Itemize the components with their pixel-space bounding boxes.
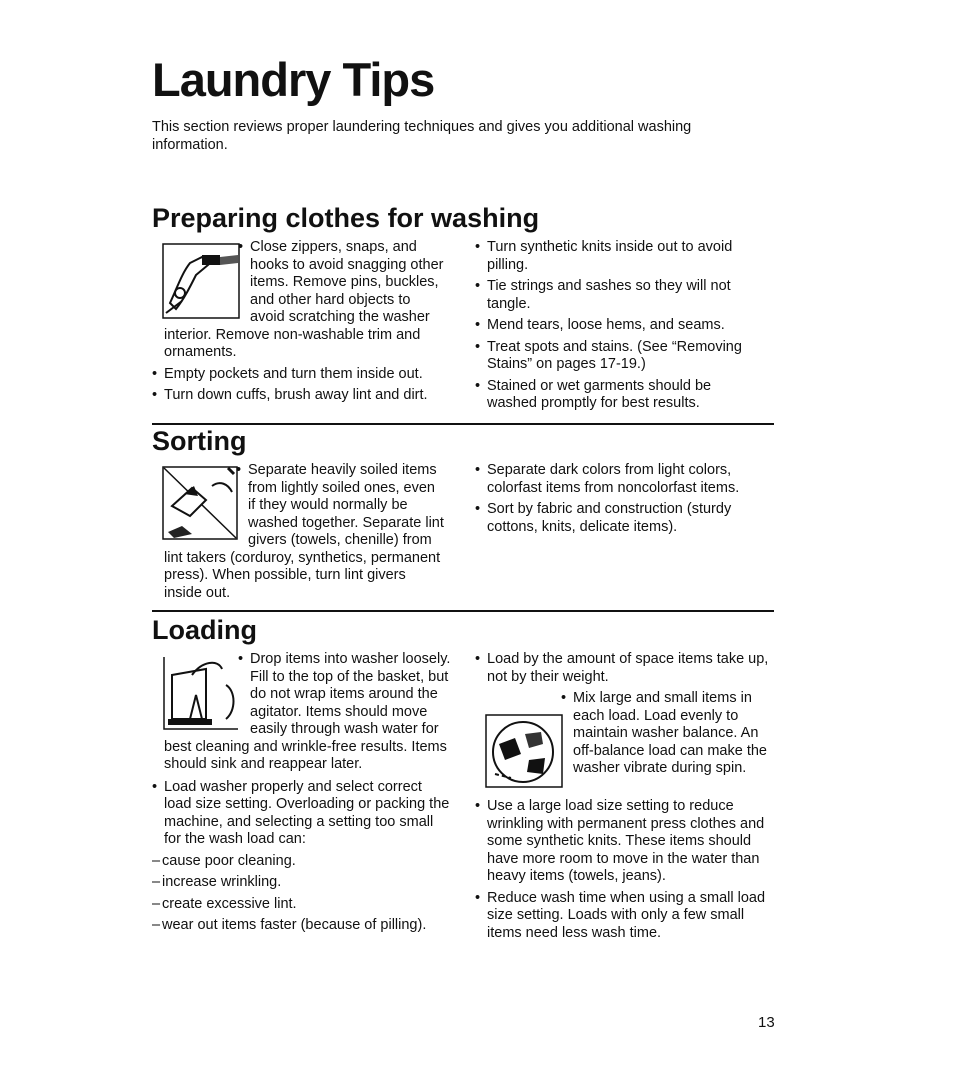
list-item: • Reduce wash time when using a small load size setting. Loads with only a few small items need less wash time.: [475, 890, 775, 943]
list-item: • Sort by fabric and construction (sturdy cottons, knits, delicate items).: [475, 501, 765, 536]
preparing-left-first-item: • Close zippers, snaps, and hooks to avoid snagging other items. Remove pins, buckles, and other hard objects to avoid scratching the washer interior. Remove non-washable trim and ornaments.: [152, 239, 444, 362]
list-item: • Mend tears, loose hems, and seams.: [475, 317, 765, 335]
intro-text: This section reviews proper laundering techniques and gives you additional washing information.: [152, 119, 692, 153]
sorting-right-column: [475, 462, 765, 536]
page-title: Laundry Tips: [152, 53, 435, 106]
sorting-heading: Sorting: [152, 426, 247, 456]
section-divider: [152, 423, 774, 425]
list-item: • Turn synthetic knits inside out to avoid pilling.: [475, 239, 765, 274]
list-item: • Load by the amount of space items take up, not by their weight.: [475, 651, 775, 686]
sorting-left-column: [152, 462, 444, 602]
loading-left-second-item: • Load washer properly and select correct load size setting. Overloading or packing the machine, and selecting a setting too small for the wash load can:: [152, 779, 452, 849]
loading-left-first-item: • Drop items into washer loosely. Fill to the top of the basket, but do not wrap items around the agitator. Items should move easily through wash water for best cleaning and wrinkle-free results. Items should sink and reappear later.: [152, 651, 452, 774]
preparing-right-column: [475, 239, 765, 413]
list-item: • Use a large load size setting to reduce wrinkling with permanent press clothes and some synthetic knits. These items should have more room to move in the water than heavy items (towels, jeans).: [475, 798, 775, 886]
sorting-left-first-item: • Separate heavily soiled items from lightly soiled ones, even if they would normally be washed together. Separate lint givers (towels, chenille) from lint takers (corduroy, synthetics, permanent press). When possible, turn lint givers inside out.: [152, 462, 444, 602]
dash-item: – increase wrinkling.: [152, 874, 452, 892]
loading-left-column: [152, 651, 452, 935]
load-balance-illustration: [485, 714, 563, 788]
list-item: • Mix large and small items in each load. Load evenly to maintain washer balance. An off-balance load can make the washer vibrate during spin.: [475, 690, 775, 778]
page-number: 13: [758, 1014, 775, 1031]
preparing-heading: Preparing clothes for washing: [152, 203, 540, 233]
dash-item: – create excessive lint.: [152, 896, 452, 914]
list-item: • Turn down cuffs, brush away lint and dirt.: [152, 387, 444, 405]
dash-item: – wear out items faster (because of pilling).: [152, 917, 452, 935]
list-item: • Separate dark colors from light colors, colorfast items from noncolorfast items.: [475, 462, 765, 497]
washer-basket-illustration: [162, 655, 240, 731]
preparing-left-column: [152, 239, 444, 405]
dash-item: – cause poor cleaning.: [152, 853, 452, 871]
loading-heading: Loading: [152, 615, 257, 645]
sorting-clothes-illustration: [162, 466, 238, 540]
zipper-illustration: [162, 243, 240, 319]
section-divider: [152, 610, 774, 612]
list-item: • Treat spots and stains. (See “Removing Stains” on pages 17-19.): [475, 339, 765, 374]
list-item: • Tie strings and sashes so they will not tangle.: [475, 278, 765, 313]
list-item: • Stained or wet garments should be washed promptly for best results.: [475, 378, 765, 413]
loading-right-column: [475, 651, 775, 942]
list-item: • Empty pockets and turn them inside out.: [152, 366, 444, 384]
